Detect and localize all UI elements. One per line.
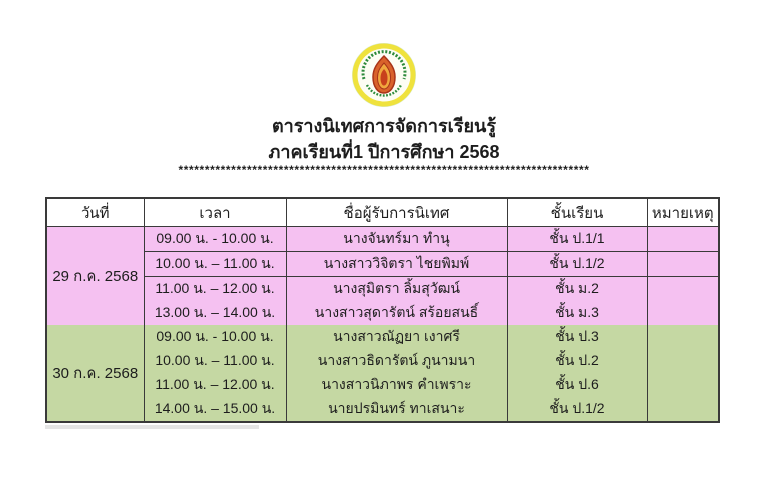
name-cell: นางสาวสุดารัตน์ สร้อยสนธิ์ — [286, 301, 507, 325]
date-cell: 30 ก.ค. 2568 — [46, 325, 144, 422]
schedule-body — [46, 227, 719, 423]
class-cell: ชั้น ป.3 — [507, 325, 647, 349]
time-cell: 10.00 น. – 11.00 น. — [144, 349, 286, 373]
note-cell — [647, 227, 719, 252]
name-cell: นางสาวณัฏยา เงาศรี — [286, 325, 507, 349]
schedule-row — [46, 373, 719, 397]
class-cell: ชั้น ป.1/1 — [507, 227, 647, 252]
class-cell: ชั้น ป.1/2 — [507, 397, 647, 422]
time-cell: 09.00 น. - 10.00 น. — [144, 325, 286, 349]
schedule-row — [46, 252, 719, 277]
class-cell: ชั้น ม.2 — [507, 277, 647, 302]
schedule-row — [46, 397, 719, 422]
column-header-name: ชื่อผู้รับการนิเทศ — [286, 198, 507, 227]
class-cell: ชั้น ป.1/2 — [507, 252, 647, 277]
class-cell: ชั้น ป.2 — [507, 349, 647, 373]
page-title: ตารางนิเทศการจัดการเรียนรู้ — [271, 116, 497, 136]
note-cell — [647, 325, 719, 349]
schedule-row — [46, 349, 719, 373]
note-cell — [647, 277, 719, 302]
page-subtitle: ภาคเรียนที่1 ปีการศึกษา 2568 — [268, 142, 500, 162]
note-cell — [647, 349, 719, 373]
column-header-time: เวลา — [144, 198, 286, 227]
school-logo — [352, 43, 416, 107]
time-cell: 10.00 น. – 11.00 น. — [144, 252, 286, 277]
schedule-row — [46, 301, 719, 325]
supervision-schedule-table — [45, 197, 720, 423]
date-cell: 29 ก.ค. 2568 — [46, 227, 144, 326]
column-header-class: ชั้นเรียน — [507, 198, 647, 227]
note-cell — [647, 252, 719, 277]
schedule-row — [46, 277, 719, 302]
schedule-row — [46, 325, 719, 349]
note-cell — [647, 373, 719, 397]
scan-shadow-artifact — [45, 425, 259, 429]
name-cell: นางสุมิตรา ลิ้มสุวัฒน์ — [286, 277, 507, 302]
time-cell: 13.00 น. – 14.00 น. — [144, 301, 286, 325]
name-cell: นางสาววิจิตรา ไชยพิมพ์ — [286, 252, 507, 277]
time-cell: 11.00 น. – 12.00 น. — [144, 373, 286, 397]
class-cell: ชั้น ป.6 — [507, 373, 647, 397]
name-cell: นางสาวธิดารัตน์ ภูนามนา — [286, 349, 507, 373]
header-row — [46, 198, 719, 227]
asterisk-divider: ****************************************************************************** — [178, 163, 590, 177]
time-cell: 11.00 น. – 12.00 น. — [144, 277, 286, 302]
note-cell — [647, 397, 719, 422]
column-header-remarks: หมายเหตุ — [647, 198, 719, 227]
time-cell: 09.00 น. - 10.00 น. — [144, 227, 286, 252]
name-cell: นายปรมินทร์ ทาเสนาะ — [286, 397, 507, 422]
school-crest-icon — [352, 43, 416, 107]
note-cell — [647, 301, 719, 325]
time-cell: 14.00 น. – 15.00 น. — [144, 397, 286, 422]
schedule-header — [46, 198, 719, 227]
column-header-date: วันที่ — [46, 198, 144, 227]
name-cell: นางสาวนิภาพร คำเพราะ — [286, 373, 507, 397]
schedule-row — [46, 227, 719, 252]
name-cell: นางจันทร์มา ทำนุ — [286, 227, 507, 252]
class-cell: ชั้น ม.3 — [507, 301, 647, 325]
